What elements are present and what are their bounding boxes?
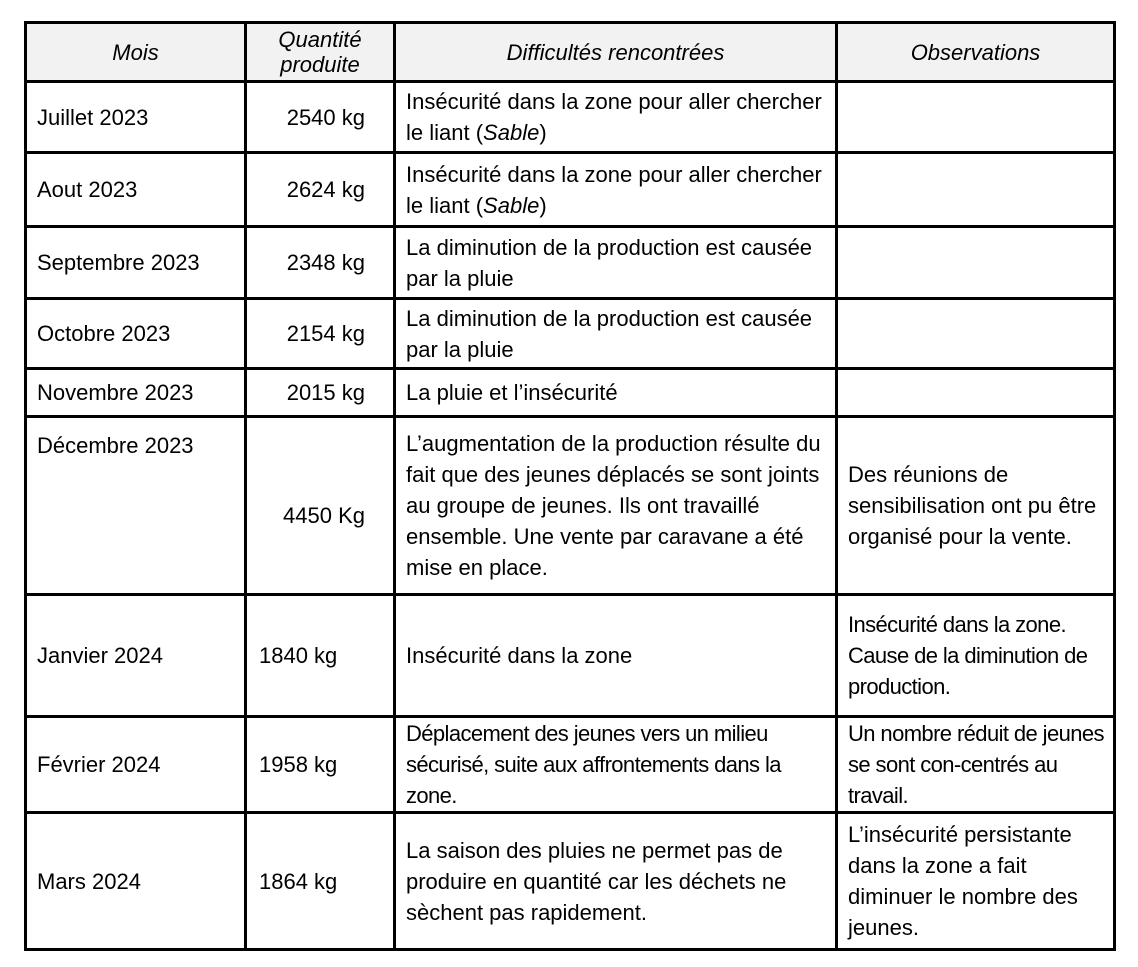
cell-quantite-value: 4450 Kg [283,503,365,528]
cell-observations: Des réunions de sensibilisation ont pu être organisé pour la vente. [837,417,1115,595]
cell-quantite: 2624 kg [246,153,395,227]
cell-quantite [246,417,395,595]
cell-observations [837,153,1115,227]
table-row [26,595,1115,717]
cell-observations [837,299,1115,369]
difficultes-text-end: ) [539,192,547,218]
cell-observations [837,227,1115,299]
cell-difficultes: La diminution de la production est causée par la pluie [395,227,837,299]
cell-difficultes: La saison des pluies ne permet pas de produire en quantité car les déchets ne sèchent pas rapidement. [395,813,837,950]
cell-observations [837,82,1115,153]
cell-difficultes: La pluie et l’insécurité [395,369,837,417]
cell-difficultes: Déplacement des jeunes vers un milieu sécurisé, suite aux affrontements dans la zone. [395,717,837,813]
cell-difficultes: Insécurité dans la zone [395,595,837,717]
cell-difficultes [395,82,837,153]
cell-quantite: 2540 kg [246,82,395,153]
header-quantite-line1: Quantité [278,27,362,52]
table-row [26,369,1115,417]
production-table-container [24,21,1116,951]
header-difficultes: Difficultés rencontrées [395,23,837,82]
table-row [26,153,1115,227]
cell-mois: Novembre 2023 [26,369,246,417]
header-quantite [246,23,395,82]
cell-mois: Mars 2024 [26,813,246,950]
difficultes-emphasis: Sable [483,192,540,218]
table-row [26,717,1115,813]
cell-quantite: 2154 kg [246,299,395,369]
header-quantite-line2: produite [280,52,360,77]
production-table [24,21,1116,951]
cell-mois: Juillet 2023 [26,82,246,153]
cell-quantite: 1958 kg [246,717,395,813]
difficultes-text: Insécurité dans la zone pour aller chercher le liant ( [406,161,822,218]
cell-mois: Décembre 2023 [26,417,246,595]
cell-quantite: 2348 kg [246,227,395,299]
difficultes-text: Insécurité dans la zone pour aller chercher le liant ( [406,89,822,145]
table-row [26,813,1115,950]
header-mois: Mois [26,23,246,82]
cell-quantite: 1864 kg [246,813,395,950]
cell-mois: Janvier 2024 [26,595,246,717]
cell-observations [837,369,1115,417]
table-row [26,82,1115,153]
cell-mois: Février 2024 [26,717,246,813]
cell-mois: Octobre 2023 [26,299,246,369]
cell-quantite: 1840 kg [246,595,395,717]
cell-difficultes [395,153,837,227]
cell-mois: Septembre 2023 [26,227,246,299]
table-header-row [26,23,1115,82]
table-row [26,227,1115,299]
cell-difficultes: L’augmentation de la production résulte du fait que des jeunes déplacés se sont joints au groupe de jeunes. Ils ont travaillé ensemble. Une vente par caravane a été mise en place. [395,417,837,595]
cell-observations: Un nombre réduit de jeunes se sont con-centrés au travail. [837,717,1115,813]
difficultes-text-end: ) [539,120,547,145]
cell-difficultes: La diminution de la production est causée par la pluie [395,299,837,369]
cell-quantite: 2015 kg [246,369,395,417]
header-observations: Observations [837,23,1115,82]
table-row [26,417,1115,595]
cell-observations: Insécurité dans la zone. Cause de la diminution de production. [837,595,1115,717]
difficultes-emphasis: Sable [483,120,540,145]
cell-observations: L’insécurité persistante dans la zone a fait diminuer le nombre des jeunes. [837,813,1115,950]
cell-mois: Aout 2023 [26,153,246,227]
table-row [26,299,1115,369]
